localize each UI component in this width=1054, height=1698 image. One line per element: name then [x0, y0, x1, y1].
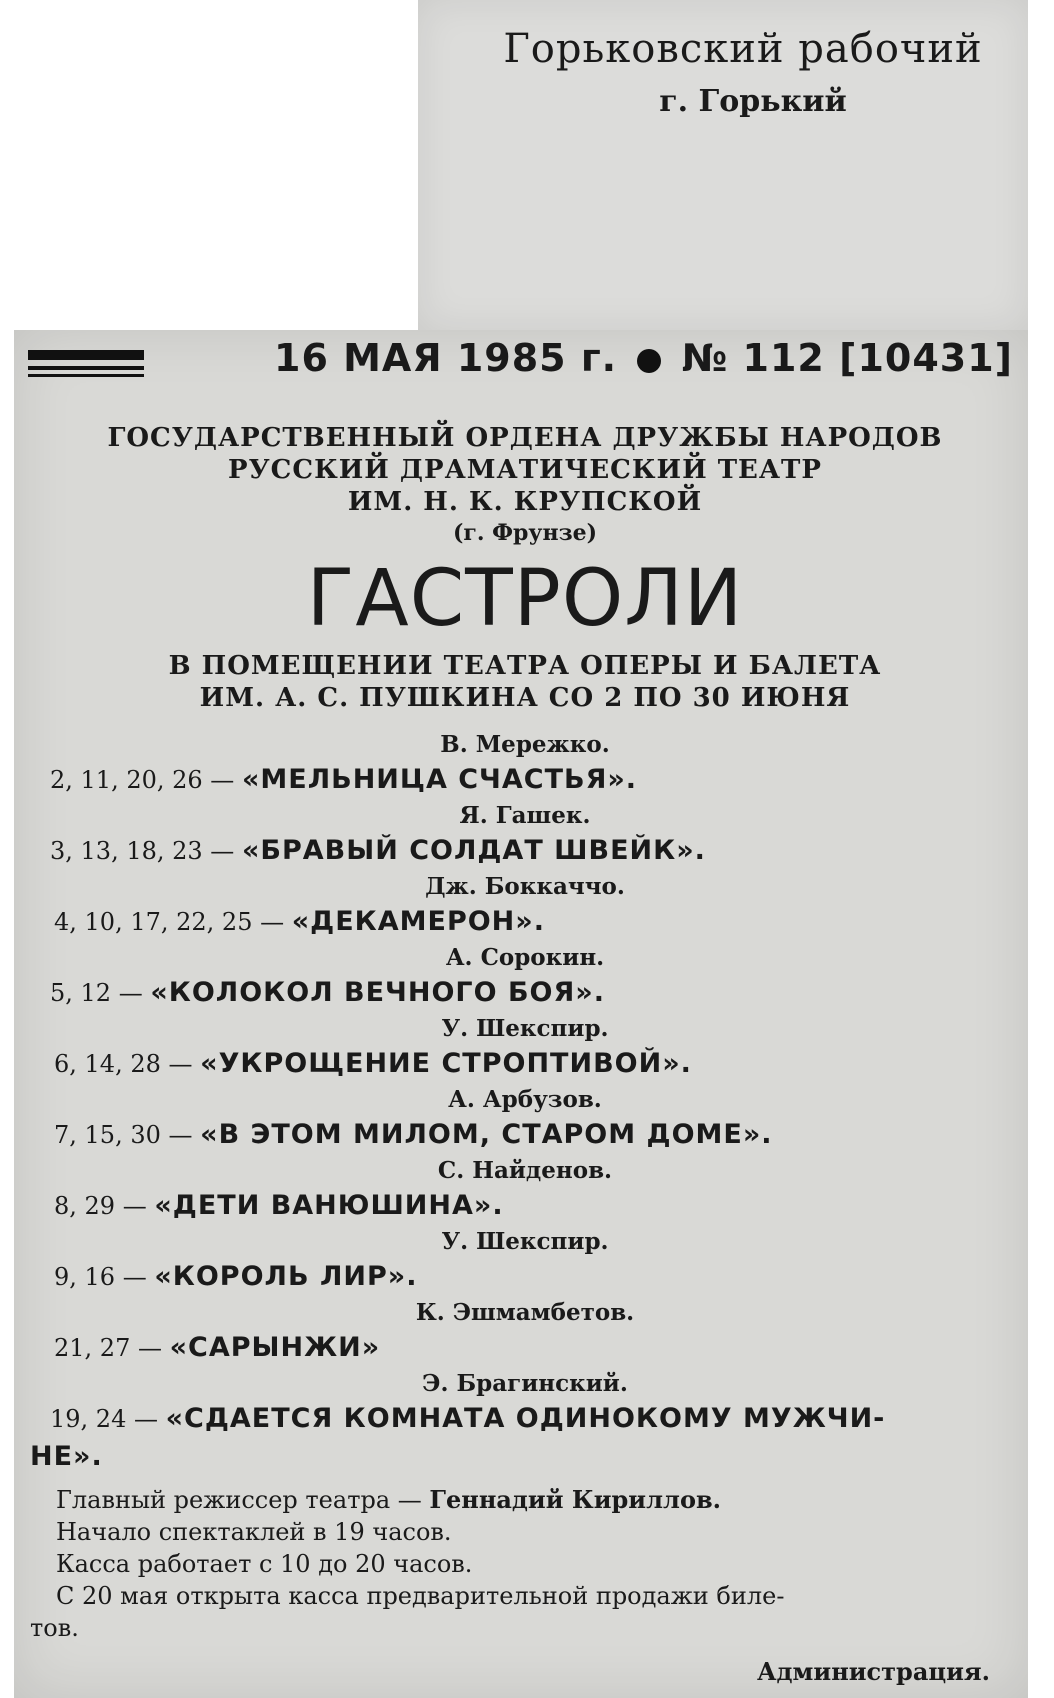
show-title: «УКРОЩЕНИЕ СТРОПТИВОЙ».: [200, 1048, 692, 1079]
show-line: [30, 974, 1020, 1012]
show-author: Я. Гашек.: [459, 802, 591, 829]
show-author: В. Мережко.: [440, 731, 610, 758]
start-time: Начало спектаклей в 19 часов.: [56, 1518, 452, 1546]
issue-number: № 112 [10431]: [681, 336, 1014, 380]
org-line: ГОСУДАРСТВЕННЫЙ ОРДЕНА ДРУЖБЫ НАРОДОВ: [107, 423, 943, 453]
issue-date: 16 МАЯ 1985 г.: [274, 336, 618, 380]
show-line: [30, 1400, 1020, 1438]
show-item: [30, 870, 1020, 941]
director-label: Главный режиссер театра —: [56, 1486, 422, 1514]
show-line-continued: [30, 1438, 1020, 1476]
show-dates: 9, 16 —: [54, 1263, 147, 1291]
show-item: [30, 1367, 1020, 1476]
show-item: [30, 728, 1020, 799]
show-dates: 2, 11, 20, 26 —: [50, 766, 235, 794]
newspaper-city: г. Горький: [659, 84, 847, 119]
show-title: «В ЭТОМ МИЛОМ, СТАРОМ ДОМЕ».: [200, 1119, 773, 1150]
show-item: [30, 799, 1020, 870]
signature: Администрация.: [757, 1657, 990, 1686]
show-title: «ДЕТИ ВАНЮШИНА».: [154, 1190, 504, 1221]
show-line: [30, 832, 1020, 870]
show-title: «КОРОЛЬ ЛИР».: [154, 1261, 418, 1292]
show-item: [30, 1225, 1020, 1296]
newspaper-name: Горьковский рабочий: [503, 26, 983, 72]
issue-dateline: [24, 332, 1024, 392]
show-author: К. Эшмамбетов.: [415, 1299, 635, 1326]
show-dates: 4, 10, 17, 22, 25 —: [54, 908, 285, 936]
show-line: [30, 1116, 1020, 1154]
announcement: [30, 422, 1020, 1688]
show-title: «ДЕКАМЕРОН».: [291, 906, 545, 937]
director-name: Геннадий Кириллов.: [429, 1485, 721, 1514]
show-list: [30, 728, 1020, 1476]
org-city: (г. Фрунзе): [452, 520, 598, 546]
bullet-icon: [637, 349, 661, 373]
masthead-rule: [28, 350, 144, 360]
show-title: «БРАВЫЙ СОЛДАТ ШВЕЙК».: [241, 835, 706, 866]
box-office-hours: Касса работает с 10 до 20 часов.: [56, 1550, 473, 1578]
venue: [30, 650, 1020, 714]
show-author: У. Шекспир.: [441, 1015, 609, 1042]
show-dates: 8, 29 —: [54, 1192, 147, 1220]
masthead-rule: [28, 374, 144, 377]
show-line: [30, 1187, 1020, 1225]
show-line: [30, 761, 1020, 799]
show-dates: 5, 12 —: [50, 979, 143, 1007]
show-item: [30, 1012, 1020, 1083]
announcement-footer: [30, 1484, 1020, 1688]
show-author: У. Шекспир.: [441, 1228, 609, 1255]
show-dates: 6, 14, 28 —: [54, 1050, 193, 1078]
presale-line-continued: тов.: [30, 1614, 79, 1642]
show-dates: 3, 13, 18, 23 —: [50, 837, 235, 865]
show-author: С. Найденов.: [437, 1157, 613, 1184]
announcement-title: ГАСТРОЛИ: [306, 554, 744, 644]
presale-line: С 20 мая открыта касса предварительной продажи биле-: [56, 1582, 785, 1610]
show-dates: 7, 15, 30 —: [54, 1121, 193, 1149]
show-author: Э. Брагинский.: [422, 1370, 628, 1397]
newspaper-header: [418, 18, 1028, 119]
show-title: «САРЫНЖИ»: [169, 1332, 381, 1363]
director-line: [30, 1484, 1020, 1516]
show-dates: 19, 24 —: [50, 1405, 158, 1433]
venue-line: ИМ. А. С. ПУШКИНА СО 2 ПО 30 ИЮНЯ: [199, 683, 851, 713]
org-line: РУССКИЙ ДРАМАТИЧЕСКИЙ ТЕАТР: [228, 455, 822, 485]
show-title: «КОЛОКОЛ ВЕЧНОГО БОЯ».: [150, 977, 606, 1008]
show-item: [30, 1154, 1020, 1225]
show-author: А. Сорокин.: [445, 944, 605, 971]
show-line: [30, 1045, 1020, 1083]
show-dates: 21, 27 —: [54, 1334, 162, 1362]
show-title: «СДАЕТСЯ КОМНАТА ОДИНОКОМУ МУЖЧИ-: [165, 1403, 886, 1434]
org-line: ИМ. Н. К. КРУПСКОЙ: [347, 487, 703, 517]
venue-line: В ПОМЕЩЕНИИ ТЕАТРА ОПЕРЫ И БАЛЕТА: [168, 651, 882, 681]
show-title-continued: НЕ».: [30, 1441, 103, 1472]
show-title: «МЕЛЬНИЦА СЧАСТЬЯ».: [241, 764, 638, 795]
show-line: [30, 1258, 1020, 1296]
show-author: А. Арбузов.: [448, 1086, 602, 1113]
issue-info: [274, 336, 1013, 380]
show-item: [30, 941, 1020, 1012]
show-item: [30, 1083, 1020, 1154]
organization-name: [30, 422, 1020, 546]
show-line: [30, 1329, 1020, 1367]
show-line: [30, 903, 1020, 941]
show-author: Дж. Боккаччо.: [425, 873, 625, 900]
masthead-rule: [28, 366, 144, 370]
show-item: [30, 1296, 1020, 1367]
